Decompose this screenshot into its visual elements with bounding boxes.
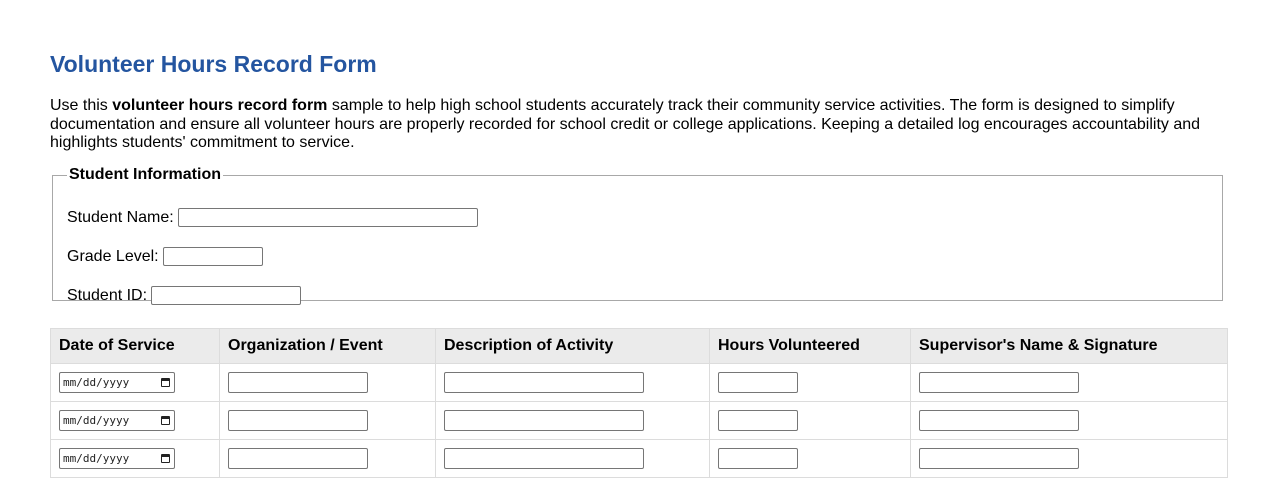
- organization-cell: [220, 440, 436, 478]
- student-name-row: [67, 208, 478, 227]
- description-input[interactable]: [444, 372, 644, 393]
- table-header-row: [51, 329, 1228, 364]
- header-date: Date of Service: [51, 329, 220, 364]
- header-hours: Hours Volunteered: [710, 329, 911, 364]
- table-row: [51, 440, 1228, 478]
- hours-input[interactable]: [718, 410, 798, 431]
- student-id-input[interactable]: [151, 286, 301, 305]
- header-supervisor: Supervisor's Name & Signature: [911, 329, 1228, 364]
- date-cell: [51, 402, 220, 440]
- date-placeholder: mm/dd/yyyy: [63, 414, 130, 427]
- supervisor-input[interactable]: [919, 372, 1079, 393]
- hours-cell: [710, 402, 911, 440]
- date-cell: [51, 364, 220, 402]
- organization-input[interactable]: [228, 448, 368, 469]
- organization-cell: [220, 402, 436, 440]
- hours-cell: [710, 364, 911, 402]
- intro-bold: volunteer hours record form: [112, 97, 328, 114]
- intro-text: Use this: [50, 97, 113, 114]
- date-input[interactable]: [59, 410, 175, 431]
- description-input[interactable]: [444, 448, 644, 469]
- page-title: Volunteer Hours Record Form: [50, 51, 377, 77]
- student-id-row: [67, 286, 301, 305]
- description-cell: [436, 402, 710, 440]
- date-placeholder: mm/dd/yyyy: [63, 452, 130, 465]
- hours-table: [50, 328, 1228, 478]
- student-id-label: Student ID:: [67, 286, 148, 304]
- header-organization: Organization / Event: [220, 329, 436, 364]
- description-cell: [436, 440, 710, 478]
- calendar-icon[interactable]: [161, 416, 170, 425]
- grade-level-row: [67, 247, 263, 266]
- organization-input[interactable]: [228, 410, 368, 431]
- organization-cell: [220, 364, 436, 402]
- supervisor-cell: [911, 402, 1228, 440]
- description-cell: [436, 364, 710, 402]
- fieldset-legend: Student Information: [69, 166, 221, 183]
- hours-input[interactable]: [718, 448, 798, 469]
- hours-input[interactable]: [718, 372, 798, 393]
- student-name-label: Student Name:: [67, 208, 174, 226]
- student-information-fieldset: [52, 166, 1223, 304]
- description-input[interactable]: [444, 410, 644, 431]
- grade-level-label: Grade Level:: [67, 247, 159, 265]
- intro-paragraph: [50, 97, 1220, 153]
- header-description: Description of Activity: [436, 329, 710, 364]
- supervisor-cell: [911, 440, 1228, 478]
- supervisor-input[interactable]: [919, 410, 1079, 431]
- intro-text-rest: sample to help high school students accurately track their community service activities. The form is designed to simplify documentation and ensure all volunteer hours are properly recorded for school credit or college applications. Keeping a detailed log encourages accountability and highlights students' commitment to service.: [50, 97, 1201, 151]
- date-placeholder: mm/dd/yyyy: [63, 376, 130, 389]
- table-row: [51, 364, 1228, 402]
- organization-input[interactable]: [228, 372, 368, 393]
- hours-cell: [710, 440, 911, 478]
- table-row: [51, 402, 1228, 440]
- supervisor-input[interactable]: [919, 448, 1079, 469]
- supervisor-cell: [911, 364, 1228, 402]
- date-cell: [51, 440, 220, 478]
- student-name-input[interactable]: [178, 208, 478, 227]
- grade-level-input[interactable]: [163, 247, 263, 266]
- calendar-icon[interactable]: [161, 378, 170, 387]
- date-input[interactable]: [59, 372, 175, 393]
- calendar-icon[interactable]: [161, 454, 170, 463]
- date-input[interactable]: [59, 448, 175, 469]
